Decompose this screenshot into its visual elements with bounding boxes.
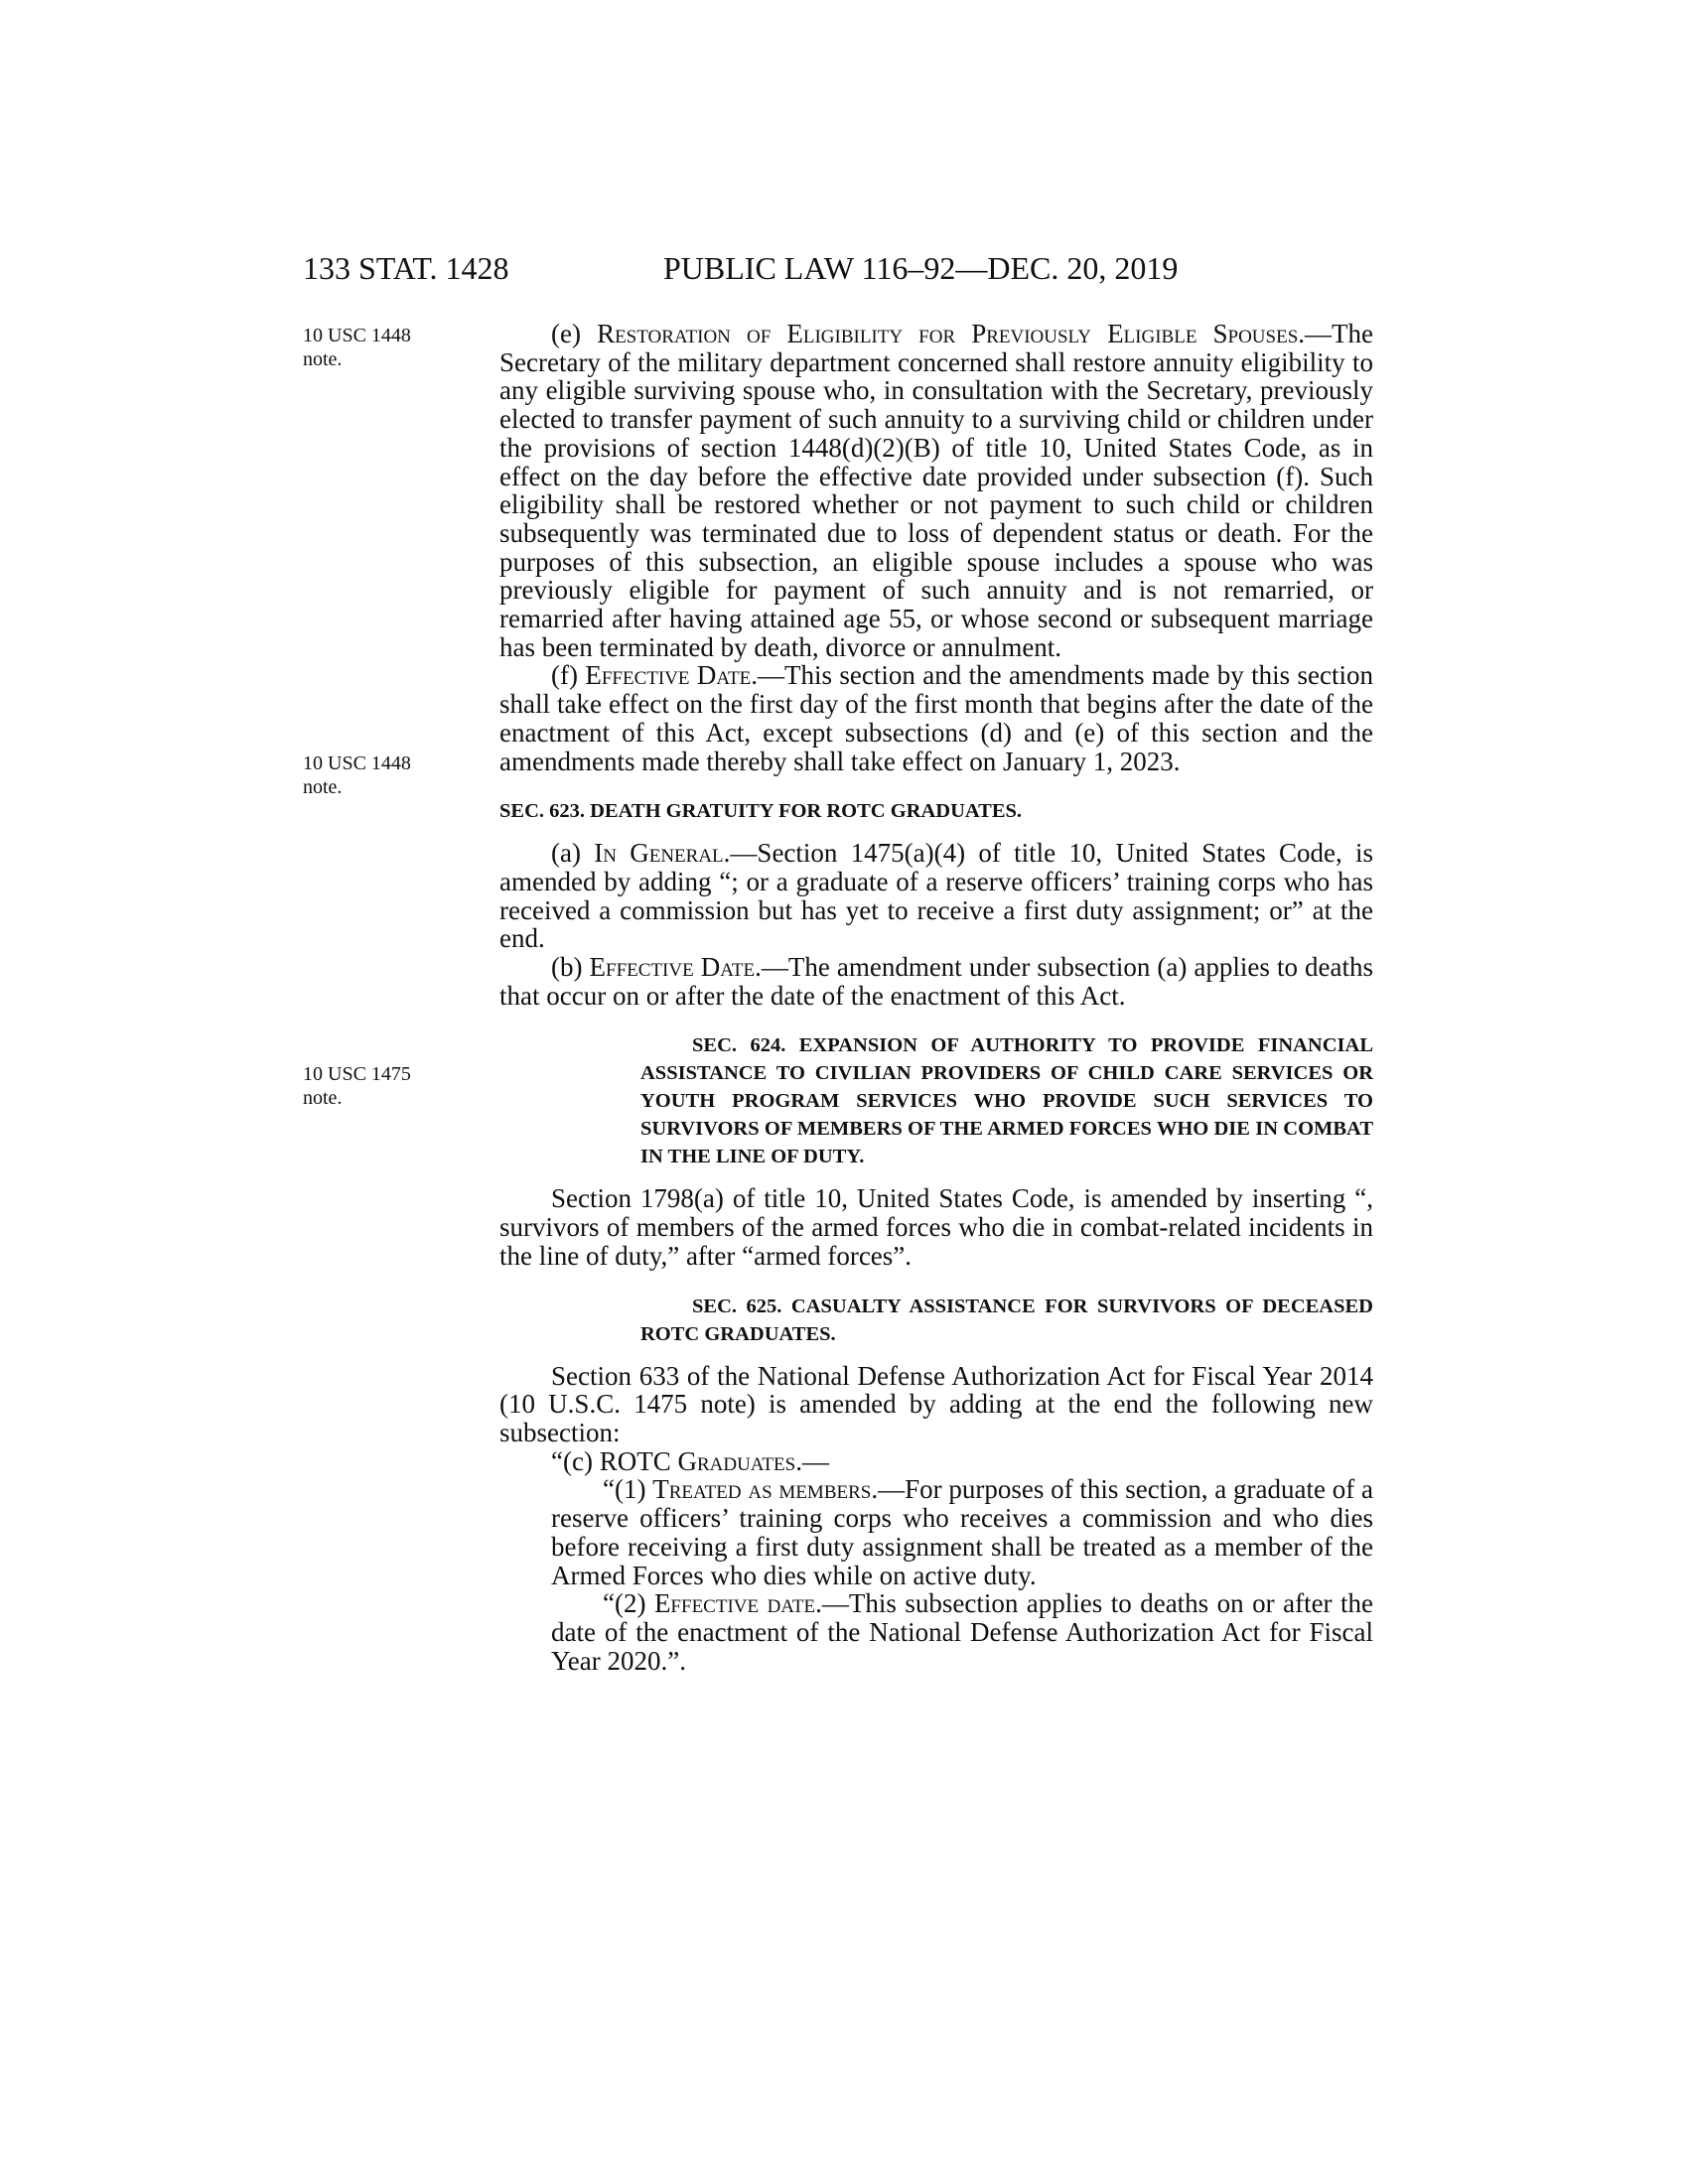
subsection-f-heading: Effective Date.: [585, 660, 759, 691]
quoted-c-lead: “(c): [551, 1445, 600, 1476]
quoted-p2-lead: “(2): [603, 1588, 654, 1619]
section-623-a-text: —Section 1475(a)(4) of title 10, United States Code, is amended by adding “; or a graduate of a reserve officers’ training corps who has received a commission but has yet to receive a first duty assignment; or” at the end.: [499, 838, 1373, 954]
section-623-a-lead: (a): [551, 838, 595, 869]
quoted-p1-heading: Treated as members.: [652, 1474, 879, 1505]
quoted-paragraph-2: [499, 1589, 1373, 1675]
margin-note-1475: 10 USC 1475 note.: [303, 1063, 411, 1109]
section-623-b-lead: (b): [551, 952, 590, 983]
subsection-e-lead: (e): [551, 319, 598, 348]
section-624-heading: SEC. 624. EXPANSION OF AUTHORITY TO PROVIDE FINANCIAL ASSISTANCE TO CIVILIAN PROVIDERS OF CHILD CARE SERVICES OR YOUTH PROGRAM SERVICES WHO PROVIDE SUCH SERVICES TO SURVIVORS OF MEMBERS OF THE ARMED FORCES WHO DIE IN COMBAT IN THE LINE OF DUTY.: [640, 1034, 1373, 1168]
quoted-p1-lead: “(1): [603, 1474, 653, 1505]
quoted-p2-text: —This subsection applies to deaths on or after the date of the enactment of the National Defense Authorization Act for Fiscal Year 2020.”.: [551, 1588, 1373, 1676]
subsection-e: [499, 320, 1373, 661]
section-623-heading: SEC. 623. DEATH GRATUITY FOR ROTC GRADUATES.: [499, 800, 1023, 823]
quoted-p2-heading: Effective date.: [653, 1588, 822, 1619]
quoted-paragraph-1: [499, 1475, 1373, 1589]
quoted-p1-text: —For purposes of this section, a graduate of a reserve officers’ training corps who receives a commission and who dies before receiving a first duty assignment shall be treated as a member of the Armed Forces who dies while on active duty.: [551, 1474, 1373, 1590]
page-folio: 133 STAT. 1428: [303, 250, 509, 286]
subsection-f-lead: (f): [551, 660, 586, 691]
margin-note-1448-f: 10 USC 1448 note.: [303, 752, 411, 798]
quoted-c-heading: ROTC Graduates.: [599, 1445, 802, 1476]
subsection-e-heading: Restoration of Eligibility for Previously Eligible Spouses.: [597, 319, 1306, 348]
section-623-b-heading: Effective Date.: [589, 952, 762, 983]
margin-note-1448-e: 10 USC 1448 note.: [303, 325, 411, 370]
section-623-subsection-a: [499, 839, 1373, 953]
section-625-heading: SEC. 625. CASUALTY ASSISTANCE FOR SURVIVORS OF DECEASED ROTC GRADUATES.: [640, 1295, 1373, 1345]
running-head: [303, 246, 1395, 290]
section-624-text: Section 1798(a) of title 10, United States Code, is amended by inserting “, survivors of members of the armed forces who die in combat-related incidents in the line of duty,” after “armed forces”.: [499, 1183, 1373, 1271]
section-625-text: Section 633 of the National Defense Authorization Act for Fiscal Year 2014 (10 U.S.C. 1475 note) is amended by adding at the end the following new subsection:: [499, 1360, 1373, 1447]
section-623-a-heading: In General.: [594, 838, 731, 869]
law-citation: PUBLIC LAW 116–92—DEC. 20, 2019: [663, 250, 1179, 286]
section-623-subsection-b: [499, 953, 1373, 1010]
quoted-subsection-c: [499, 1447, 1373, 1476]
subsection-f: [499, 661, 1373, 775]
subsection-f-text: —This section and the amendments made by this section shall take effect on the first day of the first month that begins after the date of the enactment of this Act, except subsections (d) and (e) of this section and the amendments made thereby shall take effect on January 1, 2023.: [499, 660, 1373, 776]
body-text: [499, 320, 1373, 1675]
section-623-b-text: —The amendment under subsection (a) applies to deaths that occur on or after the date of the enactment of this Act.: [499, 952, 1373, 1011]
quoted-c-dash: —: [801, 1445, 829, 1476]
subsection-e-text: —The Secretary of the military department concerned shall restore annuity eligibility to any eligible surviving spouse who, in consultation with the Secretary, previously elected to transfer payment of such annuity to a surviving child or children under the provisions of section 1448(d)(2)(B) of title 10, United States Code, as in effect on the day before the effective date provided under subsection (f). Such eligibility shall be restored whether or not payment to such child or children subsequently was terminated due to loss of dependent status or death. For the purposes of this subsection, an eligible spouse includes a spouse who was previously eligible for payment of such annuity and is not remarried, or remarried after having attained age 55, or whose second or subsequent marriage has been terminated by death, divorce or annulment.: [499, 319, 1374, 662]
